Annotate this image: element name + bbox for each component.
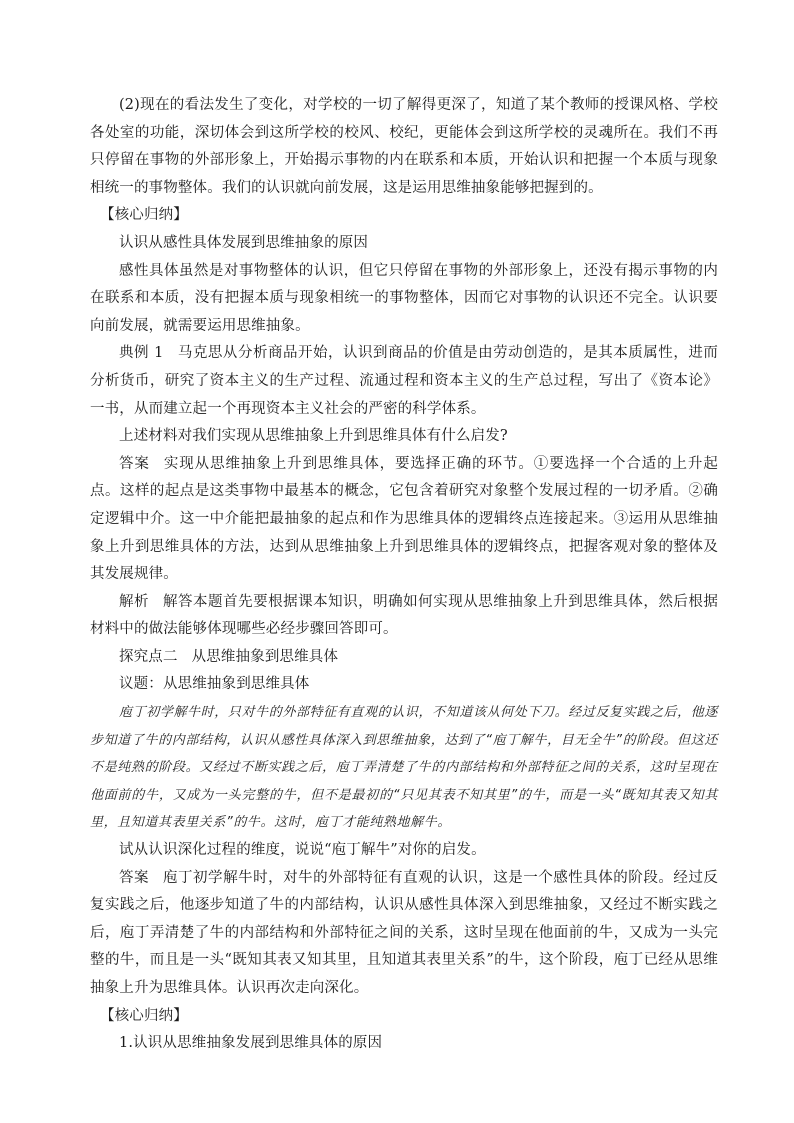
document-page bbox=[90, 92, 718, 1058]
answer-label: 答案 bbox=[119, 455, 150, 472]
answer-paragraph-1 bbox=[90, 451, 718, 589]
example-label: 典例 1 bbox=[119, 345, 164, 362]
topic-line: 议题：从思维抽象到思维具体 bbox=[119, 676, 310, 693]
reason-title: 认识从感性具体发展到思维抽象的原因 bbox=[119, 234, 369, 251]
example-text: 马克思从分析商品开始，认识到商品的价值是由劳动创造的，是其本质属性，进而分析货币，研究了资本主义的生产过程、流通过程和资本主义的生产总过程，写出了《资本论》一书，从而建立起一个再现资本主义社会的严密的科学体系。 bbox=[90, 345, 718, 417]
question-1: 上述材料对我们实现从思维抽象上升到思维具体有什么启发? bbox=[119, 428, 508, 445]
answer-text: 庖丁初学解牛时，对牛的外部特征有直观的认识，这是一个感性具体的阶段。经过反复实践之后，他逐步知道了牛的内部结构，认识从感性具体深入到思维抽象，又经过不断实践之后，庖丁弄清楚了牛的内部结构和外部特征之间的关系，这时呈现在他面前的牛，又成为一头完整的牛，而且是一头“既知其表又知其里，且知道其表里关系”的牛，这个阶段，庖丁已经从思维抽象上升为思维具体。认识再次走向深化。 bbox=[90, 869, 719, 996]
analysis-label: 解析 bbox=[119, 593, 150, 610]
analysis-text: 解答本题首先要根据课本知识，明确如何实现从思维抽象上升到思维具体，然后根据材料中的做法能够体现哪些必经步骤回答即可。 bbox=[90, 593, 719, 638]
section-title: 从思维抽象到思维具体 bbox=[191, 648, 339, 665]
answer-label: 答案 bbox=[119, 869, 150, 886]
reason-title-2: 1.认识从思维抽象发展到思维具体的原因 bbox=[119, 1035, 383, 1052]
story-paragraph: 庖丁初学解牛时，只对牛的外部特征有直观的认识，不知道该从何处下刀。经过反复实践之后，他逐步知道了牛的内部结构，认识从感性具体深入到思维抽象，达到了“庖丁解牛，目无全牛”的阶段。但这还不是纯熟的阶段。又经过不断实践之后，庖丁弄清楚了牛的内部结构和外部特征之间的关系，这时呈现在他面前的牛，又成为一头完整的牛，但不是最初的“只见其表不知其里”的牛，而是一头“既知其表又知其里，且知道其表里关系”的牛。这时，庖丁才能纯熟地解牛。 bbox=[90, 705, 718, 831]
analysis-paragraph bbox=[90, 589, 718, 644]
paragraph-perceptual-concrete: 感性具体虽然是对事物整体的认识，但它只停留在事物的外部形象上，还没有揭示事物的内在联系和本质，没有把握本质与现象相统一的事物整体，因而它对事物的认识还不完全。认识要向前发展，就需要运用思维抽象。 bbox=[90, 262, 718, 334]
answer-text: 实现从思维抽象上升到思维具体，要选择正确的环节。①要选择一个合适的上升起点。这样的起点是这类事物中最基本的概念，它包含着研究对象整个发展过程的一切矛盾。②确定逻辑中介。这一中介能把最抽象的起点和作为思维具体的逻辑终点连接起来。③运用从思维抽象上升到思维具体的方法，达到从思维抽象上升到思维具体的逻辑终点，把握客观对象的整体及其发展规律。 bbox=[90, 455, 718, 583]
paragraph-current-view: (2)现在的看法发生了变化，对学校的一切了解得更深了，知道了某个教师的授课风格、学校各处室的功能，深切体会到这所学校的校风、校纪，更能体会到这所学校的灵魂所在。我们不再只停留在事物的外部形象上，开始揭示事物的内在联系和本质，开始认识和把握一个本质与现象相统一的事物整体。我们的认识就向前发展，这是运用思维抽象能够把握到的。 bbox=[90, 97, 718, 196]
example-paragraph bbox=[90, 340, 718, 423]
core-summary-heading: 【核心归纳】 bbox=[100, 207, 188, 224]
core-summary-heading-2: 【核心归纳】 bbox=[100, 1007, 188, 1024]
section-label: 探究点二 bbox=[119, 648, 178, 665]
answer-paragraph-2 bbox=[90, 865, 718, 1003]
section-heading bbox=[90, 644, 718, 672]
question-2: 试从认识深化过程的维度，说说“庖丁解牛”对你的启发。 bbox=[119, 842, 486, 859]
